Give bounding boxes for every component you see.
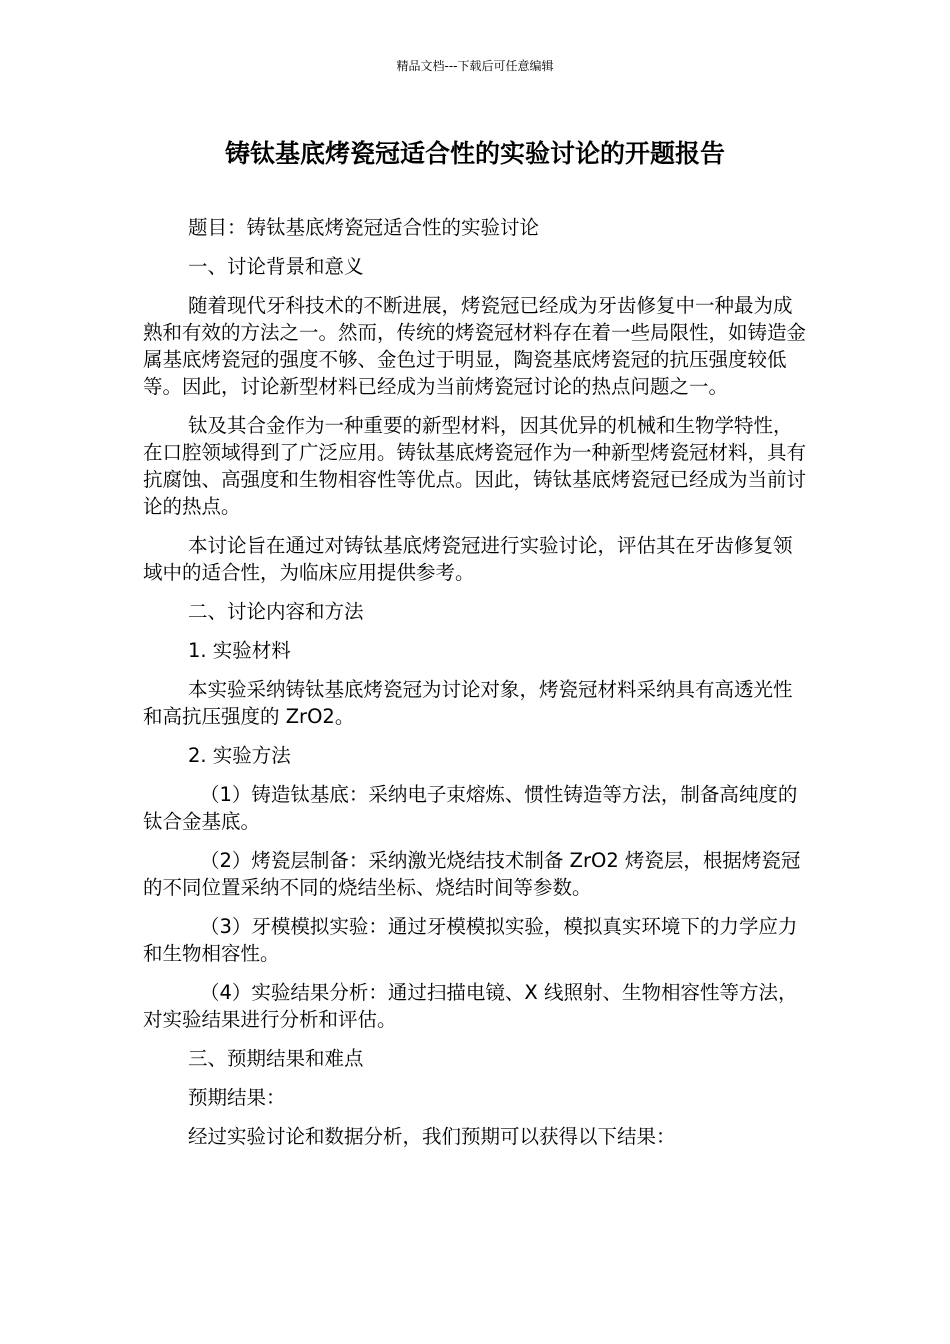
- document-body: [143, 214, 811, 1162]
- section-heading-content-methods: 二、讨论内容和方法: [188, 600, 364, 623]
- document-title: 铸钛基底烤瓷冠适合性的实验讨论的开题报告: [224, 139, 725, 168]
- subsection-heading-materials: 1. 实验材料: [188, 639, 291, 662]
- expected-results-label: 预期结果：: [188, 1086, 286, 1109]
- body-paragraph: 经过实验讨论和数据分析，我们预期可以获得以下结果：: [188, 1125, 676, 1148]
- body-paragraph: 本实验采纳铸钛基底烤瓷冠为讨论对象，烤瓷冠材料采纳具有高透光性和高抗压强度的 ZrO2。: [143, 678, 793, 728]
- page-header-note: 精品文档---下载后可任意编辑: [396, 59, 554, 73]
- method-item: （1）铸造钛基底：采纳电子束熔炼、惯性铸造等方法，制备高纯度的钛合金基底。: [143, 783, 798, 833]
- method-item: （4）实验结果分析：通过扫描电镜、X 线照射、生物相容性等方法，对实验结果进行分析和评估。: [143, 981, 798, 1031]
- topic-line: 题目：铸钛基底烤瓷冠适合性的实验讨论: [188, 216, 540, 239]
- method-item: （3）牙模模拟实验：通过牙模模拟实验，模拟真实环境下的力学应力和生物相容性。: [143, 915, 798, 965]
- body-paragraph: 钛及其合金作为一种重要的新型材料，因其优异的机械和生物学特性，在口腔领域得到了广泛应用。铸钛基底烤瓷冠作为一种新型烤瓷冠材料，具有抗腐蚀、高强度和生物相容性等优点。因此，铸钛基底烤瓷冠已经成为当前讨论的热点。: [143, 414, 807, 518]
- section-heading-background: 一、讨论背景和意义: [188, 255, 364, 278]
- subsection-heading-methods: 2. 实验方法: [188, 744, 291, 767]
- section-heading-expected-results: 三、预期结果和难点: [188, 1047, 364, 1070]
- body-paragraph: 本讨论旨在通过对铸钛基底烤瓷冠进行实验讨论，评估其在牙齿修复领域中的适合性，为临床应用提供参考。: [143, 534, 793, 584]
- body-paragraph: 随着现代牙科技术的不断进展，烤瓷冠已经成为牙齿修复中一种最为成熟和有效的方法之一。然而，传统的烤瓷冠材料存在着一些局限性，如铸造金属基底烤瓷冠的强度不够、金色过于明显，陶瓷基底烤瓷冠的抗压强度较低等。因此，讨论新型材料已经成为当前烤瓷冠讨论的热点问题之一。: [143, 294, 807, 398]
- method-item: （2）烤瓷层制备：采纳激光烧结技术制备 ZrO2 烤瓷层，根据烤瓷冠的不同位置采纳不同的烧结坐标、烧结时间等参数。: [143, 849, 801, 899]
